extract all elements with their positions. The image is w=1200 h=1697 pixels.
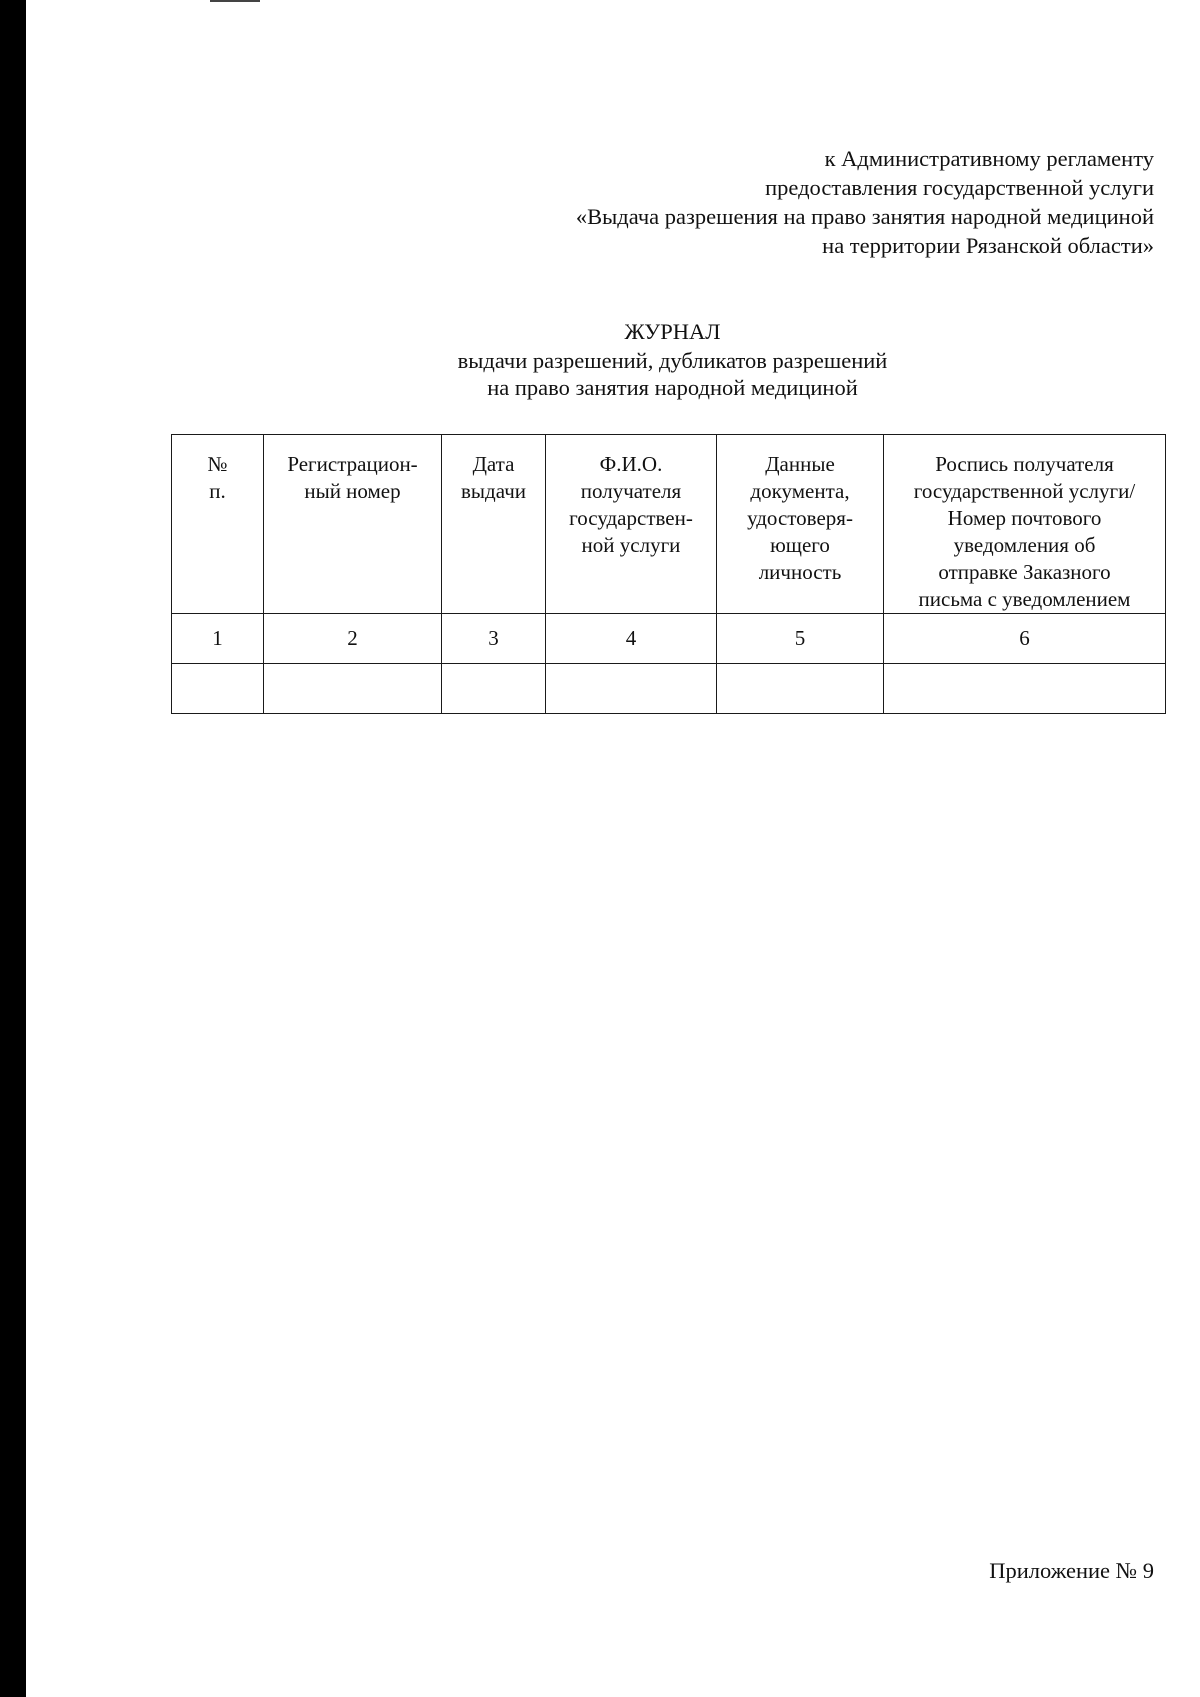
header-line: Регистрацион- (287, 452, 418, 476)
header-line: Ф.И.О. (599, 452, 663, 476)
header-line: государственной услуги/ (913, 479, 1136, 503)
appendix-label: Приложение № 9 (989, 1558, 1154, 1583)
header-line: Данные (765, 452, 835, 476)
header-line: документа, (750, 479, 850, 503)
journal-subtitle-line: на право занятия народной медициной (487, 375, 858, 400)
column-number-cell: 2 (264, 614, 442, 664)
table-row (172, 664, 1166, 714)
journal-subtitle-line: выдачи разрешений, дубликатов разрешений (457, 348, 888, 373)
header-line: уведомления об (953, 533, 1096, 557)
header-line: письма с уведомлением (918, 587, 1131, 611)
scan-mark (210, 0, 260, 2)
header-line: ющего (770, 533, 830, 557)
header-line: получателя (580, 479, 682, 503)
scan-border (0, 0, 26, 1697)
table-cell (546, 664, 717, 714)
table-cell (884, 664, 1166, 714)
journal-table (171, 434, 1166, 714)
column-number-cell: 4 (546, 614, 717, 664)
reference-line: к Административному регламенту (824, 146, 1154, 171)
header-line: п. (209, 479, 226, 503)
header-line: удостоверя- (747, 506, 853, 530)
table-cell (442, 664, 546, 714)
header-line: ной услуги (581, 533, 681, 557)
header-line: выдачи (461, 479, 526, 503)
header-line: Дата (472, 452, 515, 476)
table-cell (264, 664, 442, 714)
table-header-row (172, 435, 1166, 614)
header-line: личность (758, 560, 842, 584)
table-cell (172, 664, 264, 714)
regulation-reference (576, 144, 1154, 260)
header-line: № (207, 452, 228, 476)
column-number-cell: 1 (172, 614, 264, 664)
reference-line: «Выдача разрешения на право занятия народной медициной (575, 204, 1154, 229)
column-header-registration-number (264, 435, 442, 614)
column-header-id-document (717, 435, 884, 614)
column-number-row (172, 614, 1166, 664)
column-number-cell: 3 (442, 614, 546, 664)
column-header-signature (884, 435, 1166, 614)
column-header-issue-date (442, 435, 546, 614)
table-cell (717, 664, 884, 714)
reference-line: предоставления государственной услуги (765, 175, 1154, 200)
column-number-cell: 6 (884, 614, 1166, 664)
document-title (0, 318, 1200, 401)
header-line: государствен- (569, 506, 693, 530)
header-line: ный номер (304, 479, 401, 503)
header-line: Роспись получателя (935, 452, 1114, 476)
header-line: отправке Заказного (938, 560, 1111, 584)
journal-heading: ЖУРНАЛ (624, 319, 721, 344)
column-header-number (172, 435, 264, 614)
column-number-cell: 5 (717, 614, 884, 664)
header-line: Номер почтового (947, 506, 1102, 530)
column-header-recipient-name (546, 435, 717, 614)
reference-line: на территории Рязанской области» (822, 233, 1154, 258)
